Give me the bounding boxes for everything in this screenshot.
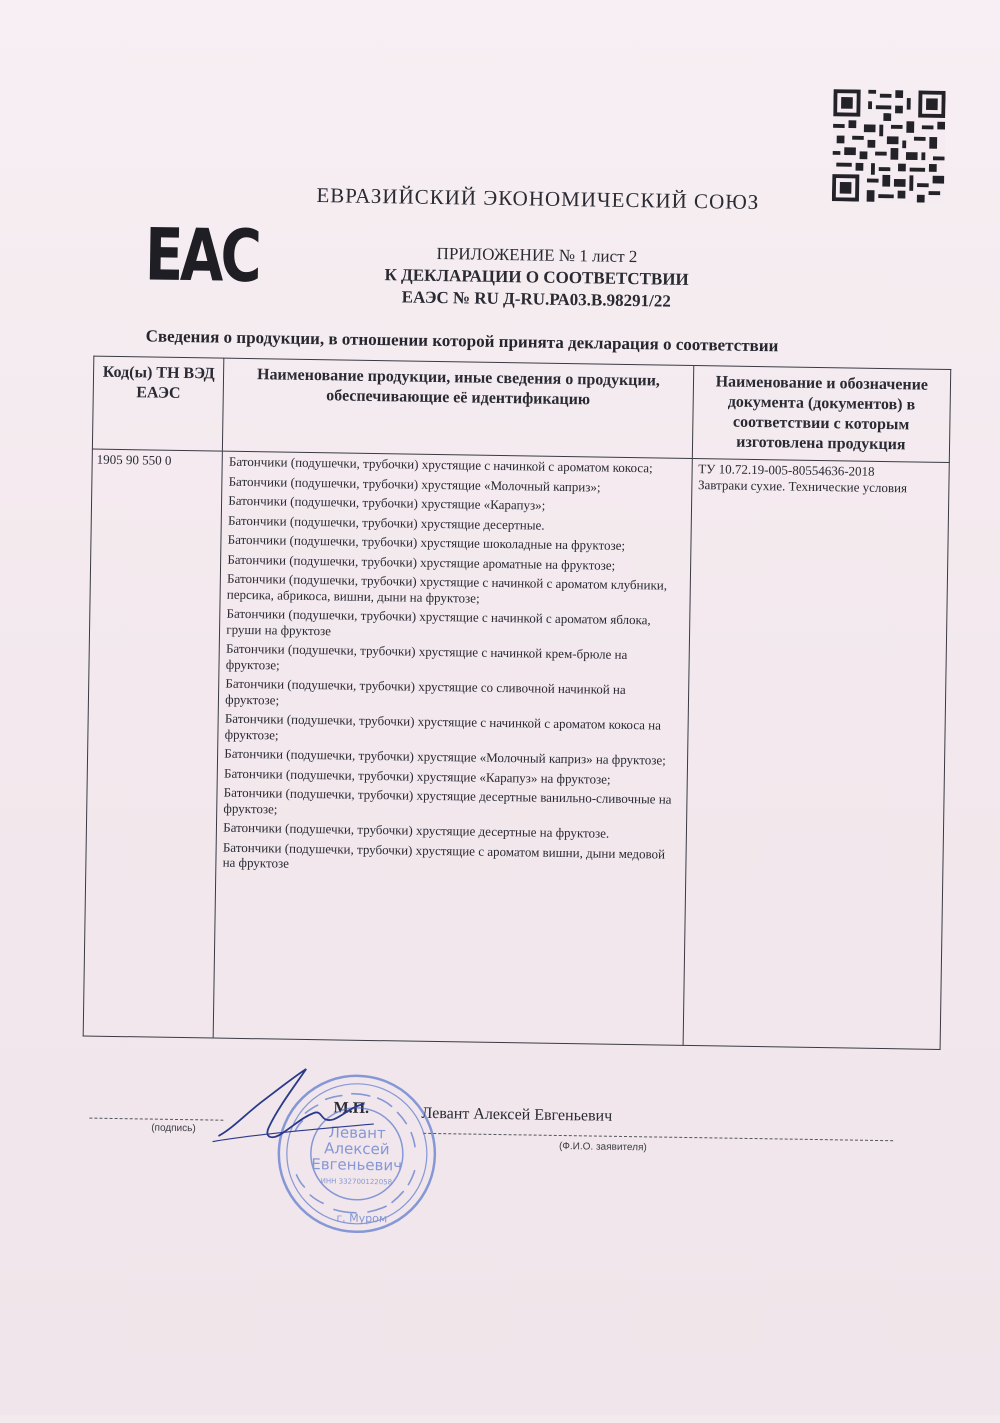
product-item: Батончики (подушечки, трубочки) хрустящие с начинкой с ароматом кокоса на фруктозе; [224, 710, 662, 743]
eac-logo-icon: EAC [144, 212, 260, 299]
product-item: Батончики (подушечки, трубочки) хрустящие с начинкой с ароматом яблока, груши на фруктозе [226, 605, 651, 638]
product-item: Батончики (подушечки, трубочки) хрустящие с ароматом вишни, дыни медовой на фруктозе [222, 839, 666, 871]
signature-icon [173, 1055, 415, 1159]
product-item: Батончики (подушечки, трубочки) хрустящие «Карапуз» на фруктозе; [223, 765, 611, 787]
product-item: Батончики (подушечки, трубочки) хрустящие «Карапуз»; [228, 492, 546, 513]
product-item: Батончики (подушечки, трубочки) хрустящие ароматные на фруктозе; [227, 551, 616, 573]
product-item: Батончики (подушечки, трубочки) хрустящие с начинкой с ароматом клубники, персика, абрикоса, вишни, дыни на фруктозе; [226, 570, 668, 606]
annex-line2: К ДЕКЛАРАЦИИ О СООТВЕТСТВИИ [384, 265, 689, 289]
product-item: Батончики (подушечки, трубочки) хрустящие десертные на фруктозе. [223, 819, 610, 841]
annex-line1: ПРИЛОЖЕНИЕ № 1 лист 2 [436, 243, 638, 267]
stamp-inner-line1: Левант [328, 1123, 386, 1143]
stamp-inner-line2: Алексей [324, 1139, 390, 1159]
product-item: Батончики (подушечки, трубочки) хрустящие с начинкой с ароматом кокоса; [228, 453, 653, 476]
product-item: Батончики (подушечки, трубочки) хрустящие десертные. [227, 512, 545, 533]
product-item: Батончики (подушечки, трубочки) хрустящие «Молочный каприз»; [228, 473, 601, 495]
product-item: Батончики (подушечки, трубочки) хрустящие с начинкой крем-брюле на фруктозе; [225, 640, 628, 673]
header-code: Код(ы) ТН ВЭД ЕАЭС [92, 356, 224, 451]
tech-spec-title: Завтраки сухие. Технические условия [697, 476, 908, 495]
caption-signature: (подпись) [151, 1122, 196, 1135]
product-item: Батончики (подушечки, трубочки) хрустящие «Молочный каприз» на фруктозе; [224, 745, 666, 768]
product-item: Батончики (подушечки, трубочки) хрустящие шоколадные на фруктозе; [227, 531, 626, 553]
stamp-inn: ИНН 332700122058 [320, 1177, 393, 1187]
seal-place-label: М.П. [333, 1099, 370, 1117]
product-item: Батончики (подушечки, трубочки) хрустящие десертные ванильно-сливочные на фруктозе; [223, 784, 672, 817]
product-info-title: Сведения о продукции, в отношении которой принята декларация о соответствии [145, 326, 779, 356]
declaration-number: ЕАЭС № RU Д-RU.РА03.В.98291/22 [401, 287, 671, 311]
hs-code-cell: 1905 90 550 0 [83, 449, 222, 1038]
header-product-name: Наименование продукции, иные сведения о продукции, обеспечивающие её идентификацию [223, 358, 694, 458]
stamp-inner-line3: Евгеньевич [311, 1155, 403, 1175]
stamp-city: г. Муром [336, 1211, 388, 1226]
header-document: Наименование и обозначение документа (документов) в соответствии с которым изготовлена продукция [692, 365, 951, 462]
union-title: ЕВРАЗИЙСКИЙ ЭКОНОМИЧЕСКИЙ СОЮЗ [316, 183, 760, 215]
caption-fio: (Ф.И.О. заявителя) [558, 1140, 647, 1154]
product-item: Батончики (подушечки, трубочки) хрустящие со сливочной начинкой на фруктозе; [225, 675, 626, 708]
applicant-name: Левант Алексей Евгеньевич [421, 1104, 613, 1125]
tech-spec-number: ТУ 10.72.19-005-80554636-2018 [698, 461, 875, 479]
fio-line [423, 1133, 893, 1141]
